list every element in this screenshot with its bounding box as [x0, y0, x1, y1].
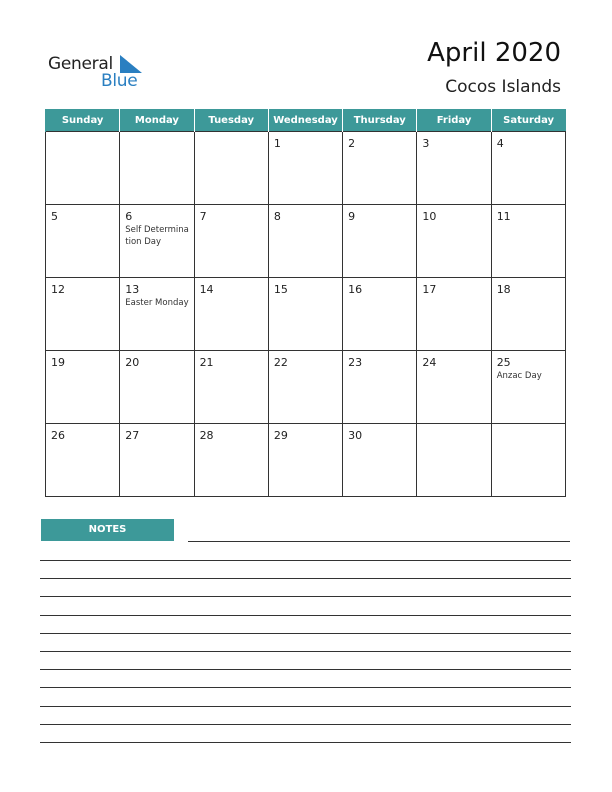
notes-line	[40, 615, 571, 616]
day-number: 23	[348, 356, 363, 369]
calendar-body	[46, 132, 566, 497]
day-number: 29	[273, 429, 288, 442]
calendar-week-row	[46, 278, 566, 351]
calendar-day-cell	[194, 424, 268, 497]
day-number: 9	[348, 210, 356, 223]
notes-line	[40, 706, 571, 707]
calendar-day-cell	[46, 351, 120, 424]
calendar-week-row	[46, 351, 566, 424]
calendar-day-cell	[194, 132, 268, 205]
calendar-day-cell	[417, 278, 491, 351]
notes-line	[40, 687, 571, 688]
notes-line	[40, 578, 571, 579]
weekday-header: Wednesday	[268, 109, 342, 132]
calendar-week-row	[46, 205, 566, 278]
day-number: 14	[199, 283, 214, 296]
notes-line	[188, 541, 570, 542]
day-number: 1	[273, 137, 281, 150]
day-number: 5	[51, 210, 58, 223]
calendar-grid	[45, 109, 566, 497]
calendar-day-cell	[194, 351, 268, 424]
notes-line	[40, 724, 571, 725]
page-subtitle: Cocos Islands	[445, 77, 561, 97]
calendar-day-cell	[268, 424, 342, 497]
calendar-day-cell	[46, 205, 120, 278]
logo-word-general: General	[48, 54, 113, 74]
calendar-day-cell	[120, 132, 194, 205]
day-number: 28	[199, 429, 214, 442]
day-number: 7	[199, 210, 207, 223]
calendar-day-cell	[343, 278, 417, 351]
calendar-day-cell	[194, 278, 268, 351]
notes-line	[40, 596, 571, 597]
notes-line	[40, 669, 571, 670]
day-number: 13	[125, 283, 140, 296]
calendar-day-cell	[268, 278, 342, 351]
weekday-header-row	[46, 109, 566, 132]
holiday-label: Easter Monday	[125, 298, 189, 308]
day-number: 26	[51, 429, 65, 442]
calendar-day-cell	[491, 278, 565, 351]
page-title: April 2020	[427, 38, 561, 68]
day-number: 24	[422, 356, 437, 369]
calendar-day-cell	[491, 132, 565, 205]
calendar-day-cell	[491, 351, 565, 424]
logo	[48, 54, 158, 94]
day-number: 8	[273, 210, 281, 223]
calendar-day-cell	[268, 351, 342, 424]
calendar-day-cell	[491, 424, 565, 497]
calendar-day-cell	[268, 132, 342, 205]
calendar-week-row	[46, 424, 566, 497]
day-number: 6	[125, 210, 133, 223]
day-number: 20	[125, 356, 140, 369]
calendar-day-cell	[120, 278, 194, 351]
day-number: 2	[348, 137, 356, 150]
day-number: 18	[496, 283, 511, 296]
calendar-day-cell	[343, 424, 417, 497]
calendar-day-cell	[46, 132, 120, 205]
weekday-header: Saturday	[491, 109, 565, 132]
calendar-day-cell	[417, 424, 491, 497]
calendar-day-cell	[343, 205, 417, 278]
day-number: 16	[348, 283, 363, 296]
notes-line	[40, 633, 571, 634]
day-number: 17	[422, 283, 437, 296]
calendar-day-cell	[194, 205, 268, 278]
day-number: 15	[273, 283, 288, 296]
logo-word-blue: Blue	[101, 71, 138, 91]
calendar-day-cell	[46, 424, 120, 497]
calendar-day-cell	[491, 205, 565, 278]
notes-label: NOTES	[41, 519, 174, 541]
day-number: 4	[496, 137, 504, 150]
weekday-header: Monday	[120, 109, 194, 132]
calendar-day-cell	[343, 132, 417, 205]
calendar-day-cell	[120, 351, 194, 424]
holiday-label: Self Determination Day	[125, 225, 189, 247]
day-number: 10	[422, 210, 437, 223]
calendar-day-cell	[343, 351, 417, 424]
calendar-day-cell	[120, 424, 194, 497]
calendar-day-cell	[268, 205, 342, 278]
notes-line	[40, 651, 571, 652]
day-number: 19	[51, 356, 65, 369]
day-number: 21	[199, 356, 214, 369]
calendar-day-cell	[417, 205, 491, 278]
calendar-week-row	[46, 132, 566, 205]
day-number: 12	[51, 283, 65, 296]
day-number: 11	[496, 210, 511, 223]
weekday-header: Friday	[417, 109, 491, 132]
calendar-day-cell	[417, 351, 491, 424]
day-number: 27	[125, 429, 140, 442]
holiday-label: Anzac Day	[496, 371, 542, 381]
day-number: 30	[348, 429, 363, 442]
weekday-header: Thursday	[343, 109, 417, 132]
calendar-day-cell	[46, 278, 120, 351]
calendar-day-cell	[417, 132, 491, 205]
weekday-header: Tuesday	[194, 109, 268, 132]
day-number: 22	[273, 356, 288, 369]
day-number: 25	[496, 356, 511, 369]
calendar-day-cell	[120, 205, 194, 278]
weekday-header: Sunday	[46, 109, 120, 132]
notes-line	[40, 560, 571, 561]
notes-line	[40, 742, 571, 743]
day-number: 3	[422, 137, 430, 150]
